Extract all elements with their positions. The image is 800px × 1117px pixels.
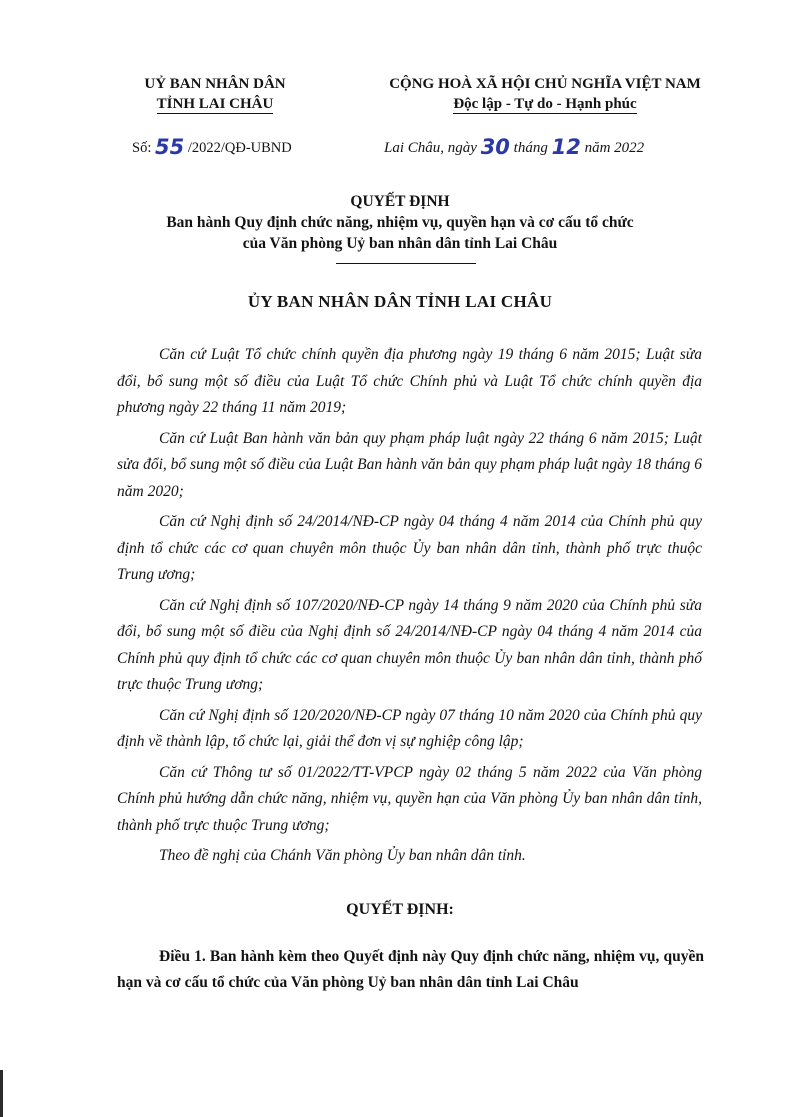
decision-subject-line-1: Ban hành Quy định chức năng, nhiệm vụ, quyền hạn và cơ cấu tổ chức (166, 214, 634, 231)
decision-title: QUYẾT ĐỊNH (350, 193, 450, 210)
preamble-paragraph: Căn cứ Thông tư số 01/2022/TT-VPCP ngày 02 tháng 5 năm 2022 của Văn phòng Chính phủ hướng dẫn chức năng, nhiệm vụ, quyền hạn của Văn phòng Ủy ban nhân dân tỉnh, thành phố trực thuộc Trung ương; (117, 763, 702, 834)
article-1-label: Điều 1. (159, 948, 206, 965)
agency-line-1: UỶ BAN NHÂN DÂN (144, 76, 286, 92)
preamble-paragraph: Căn cứ Nghị định số 120/2020/NĐ-CP ngày 07 tháng 10 năm 2020 của Chính phủ quy định về thành lập, tổ chức lại, giải thể đơn vị sự nghiệp công lập; (117, 706, 702, 750)
date-year: năm 2022 (584, 140, 645, 156)
preamble (117, 342, 702, 874)
date-day-handwritten: 30 (480, 135, 510, 159)
doc-number-handwritten: 55 (154, 135, 185, 159)
document-number (132, 133, 292, 157)
preamble-paragraph: Căn cứ Nghị định số 107/2020/NĐ-CP ngày 14 tháng 9 năm 2020 của Chính phủ sửa đổi, bổ sung một số điều của Nghị định số 24/2014/NĐ-CP ngày 04 tháng 4 năm 2014 của Chính phủ quy định tổ chức các cơ quan chuyên môn thuộc Ủy ban nhân dân tỉnh, thành phố trực thuộc Trung ương; (117, 596, 702, 693)
preamble-paragraph: Căn cứ Luật Ban hành văn bản quy phạm pháp luật ngày 22 tháng 6 năm 2015; Luật sửa đổi, bổ sung một số điều của Luật Ban hành văn bản quy phạm pháp luật ngày 18 tháng 6 năm 2020; (117, 429, 702, 500)
agency-line-2: TỈNH LAI CHÂU (156, 96, 274, 112)
article-1-text: Ban hành kèm theo Quyết định này Quy định chức năng, nhiệm vụ, quyền hạn và cơ cấu tổ chức của Văn phòng Uỷ ban nhân dân tỉnh Lai Châu (117, 948, 705, 991)
preamble-paragraph: Căn cứ Nghị định số 24/2014/NĐ-CP ngày 04 tháng 4 năm 2014 của Chính phủ quy định tổ chức các cơ quan chuyên môn thuộc Ủy ban nhân dân tỉnh, thành phố trực thuộc Trung ương; (117, 513, 702, 583)
issue-date (384, 133, 644, 157)
country-name: CỘNG HOÀ XÃ HỘI CHỦ NGHĨA VIỆT NAM (389, 76, 701, 92)
date-prefix: Lai Châu, ngày (384, 140, 477, 156)
doc-number-prefix: Số: (132, 140, 152, 156)
national-motto (345, 74, 745, 114)
date-month-label: tháng (513, 140, 548, 156)
preamble-paragraph: Theo đề nghị của Chánh Văn phòng Ủy ban nhân dân tỉnh. (159, 847, 526, 864)
decision-heading: QUYẾT ĐỊNH: (346, 901, 454, 918)
title-underline (336, 263, 476, 264)
scan-edge-mark (0, 1070, 3, 1117)
decision-subject-line-2: của Văn phòng Uỷ ban nhân dân tỉnh Lai Châu (242, 235, 558, 252)
article-1 (117, 944, 704, 996)
issuing-authority: ỦY BAN NHÂN DÂN TỈNH LAI CHÂU (247, 292, 553, 311)
motto-line: Độc lập - Tự do - Hạnh phúc (453, 96, 637, 112)
preamble-paragraph: Căn cứ Luật Tổ chức chính quyền địa phương ngày 19 tháng 6 năm 2015; Luật sửa đổi, bổ sung một số điều của Luật Tổ chức Chính phủ và Luật Tổ chức chính quyền địa phương ngày 22 tháng 11 năm 2019; (117, 346, 702, 416)
date-month-handwritten: 12 (551, 135, 581, 159)
issuing-agency (115, 74, 315, 114)
doc-number-suffix: /2022/QĐ-UBND (187, 140, 292, 156)
